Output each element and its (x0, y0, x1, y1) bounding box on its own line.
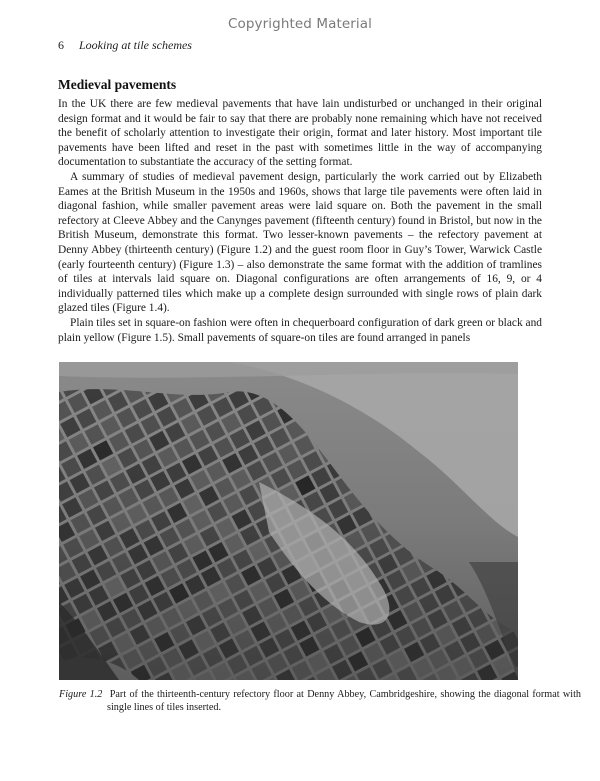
pavement-photo (59, 362, 518, 680)
page-number: 6 (58, 38, 64, 52)
paragraph: A summary of studies of medieval pavement design, particularly the work carried out by Elizabeth Eames at the British Museum in the 1950s and 1960s, shows that large tile pavements were often laid in diagonal fashion, while smaller pavement areas were laid square on. Both the pavement in the small refectory at Cleeve Abbey and the Canynges pavement (fifteenth century) found in Bristol, but now in the British Museum, demonstrate this format. Two lesser-known pavements – the refectory pavement at Denny Abbey (thirteenth century) (Figure 1.2) and the guest room floor in Guy’s Tower, Warwick Castle (early fourteenth century) (Figure 1.3) – also demonstrate the same format with the addition of tramlines of tiles at intervals laid square on. Diagonal configurations are often arrangements of 16, 9, or 4 individually patterned tiles which make up a complete design surrounded with single rows of plain dark glazed tiles (Figure 1.4). (58, 170, 542, 315)
running-head (58, 38, 192, 53)
running-head-title: Looking at tile schemes (79, 38, 192, 52)
figure-caption-text: Part of the thirteenth-century refectory floor at Denny Abbey, Cambridgeshire, showing the diagonal format with single lines of tiles inserted. (107, 689, 581, 713)
figure-caption (59, 689, 581, 715)
body-text (58, 97, 542, 345)
paragraph: In the UK there are few medieval pavements that have lain undisturbed or unchanged in their original design format and it would be fair to say that there are probably none remaining which have not received the benefit of scholarly attention to investigate their origin, format and later history. Most important tile pavements have been lifted and reset in the past with sometimes little in the way of accompanying documentation to substantiate the accuracy of the setting format. (58, 98, 542, 169)
paragraph: Plain tiles set in square-on fashion were often in chequerboard configuration of dark green or black and plain yellow (Figure 1.5). Small pavements of square-on tiles are found arranged in panels (58, 316, 542, 344)
section-heading: Medieval pavements (58, 77, 177, 92)
figure-photo-tile-pavement (59, 362, 518, 680)
watermark-top: Copyrighted Material (228, 16, 372, 32)
figure-label: Figure 1.2 (59, 689, 103, 700)
